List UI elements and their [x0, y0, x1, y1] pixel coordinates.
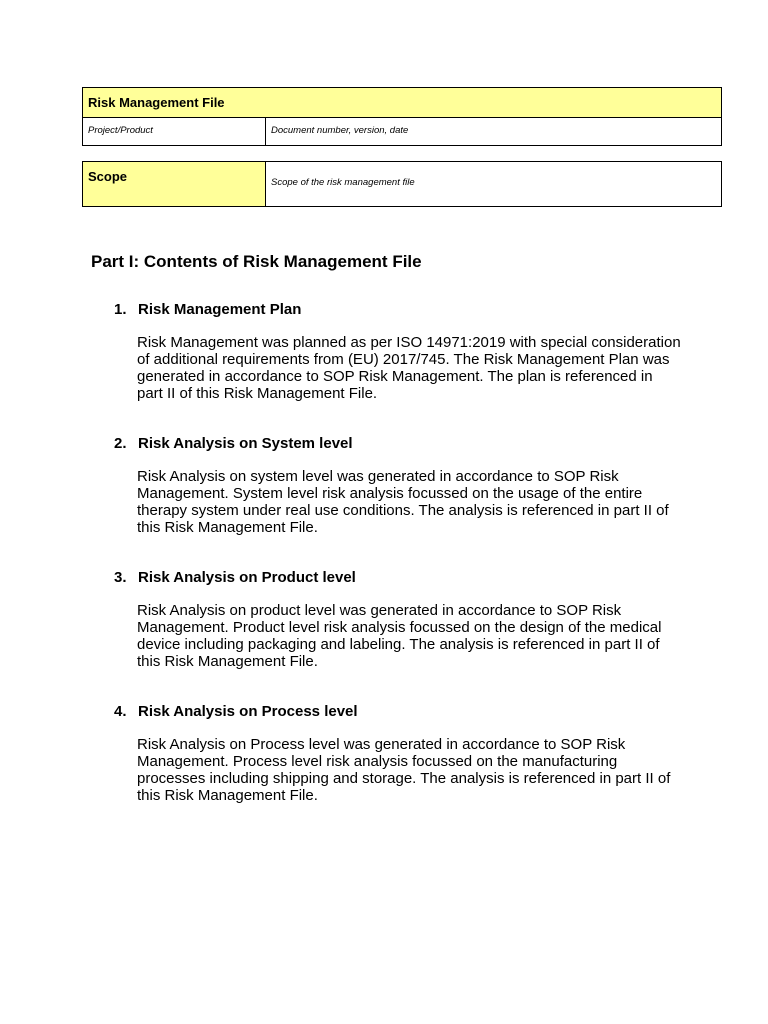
section-title: Risk Management Plan: [138, 301, 302, 318]
section-body: Risk Analysis on product level was generated in accordance to SOP Risk Management. Product level risk analysis focussed on the design of the medical device including packaging and labeling. The analysis is referenced in part II of this Risk Management File.: [137, 602, 662, 670]
document-title: Risk Management File: [83, 88, 721, 118]
scope-value: Scope of the risk management file: [271, 177, 415, 188]
scope-table: [82, 161, 722, 207]
section-heading: [114, 703, 358, 720]
section-number: 2.: [114, 435, 127, 452]
document-info-row: [83, 118, 721, 145]
section-number: 1.: [114, 301, 127, 318]
project-product-field: Project/Product: [83, 118, 266, 145]
part-heading: Part I: Contents of Risk Management File: [91, 252, 422, 271]
document-header-table: [82, 87, 722, 146]
section-number: 3.: [114, 569, 127, 586]
section-heading: [114, 301, 301, 318]
section-title: Risk Analysis on System level: [138, 435, 353, 452]
document-number-field: Document number, version, date: [271, 125, 409, 136]
section-body: Risk Management was planned as per ISO 14971:2019 with special consideration of additional requirements from (EU) 2017/745. The Risk Management Plan was generated in accordance to SOP Risk Management. The plan is referenced in part II of this Risk Management File.: [137, 334, 681, 402]
scope-label: Scope: [83, 162, 266, 206]
section-heading: [114, 569, 356, 586]
section-title: Risk Analysis on Product level: [138, 569, 356, 586]
section-number: 4.: [114, 703, 127, 720]
section-heading: [114, 435, 353, 452]
section-body: Risk Analysis on Process level was generated in accordance to SOP Risk Management. Process level risk analysis focussed on the manufacturing processes including shipping and storage. The analysis is referenced in part II of this Risk Management File.: [137, 736, 671, 804]
section-title: Risk Analysis on Process level: [138, 703, 358, 720]
section-body: Risk Analysis on system level was generated in accordance to SOP Risk Management. System level risk analysis focussed on the usage of the entire therapy system under real use conditions. The analysis is referenced in part II of this Risk Management File.: [137, 468, 669, 536]
